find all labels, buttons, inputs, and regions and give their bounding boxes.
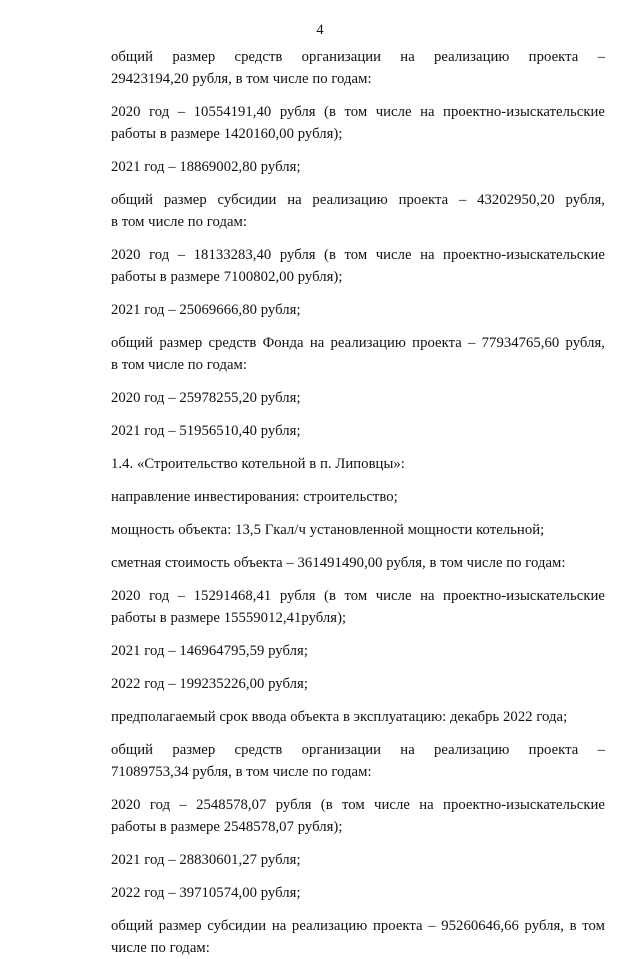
section-heading-1-4	[73, 453, 605, 475]
paragraph-line: общий размер субсидии на реализацию проекта – 95260646,66 рубля, в том	[111, 918, 605, 934]
paragraph-line: 2021 год – 28830601,27 рубля;	[111, 852, 301, 868]
document-body	[73, 46, 605, 959]
paragraph-line: 71089753,34 рубля, в том числе по годам:	[111, 764, 372, 780]
paragraph-object-capacity	[73, 519, 605, 541]
paragraph-fund-project-1-3	[73, 332, 605, 376]
paragraph-year-2020	[73, 794, 605, 838]
paragraph-line: 1.4. «Строительство котельной в п. Липовцы»:	[111, 456, 405, 472]
paragraph-line: работы в размере 1420160,00 рубля);	[111, 126, 343, 142]
paragraph-line: 2021 год – 18869002,80 рубля;	[111, 159, 301, 175]
paragraph-subsidy-project-1-4	[73, 915, 605, 959]
paragraph-org-funds-project-1-3	[73, 46, 605, 90]
paragraph-line: общий размер средств организации на реализацию проекта –	[111, 49, 605, 65]
paragraph-line: 2020 год – 25978255,20 рубля;	[111, 390, 301, 406]
paragraph-line: работы в размере 2548578,07 рубля);	[111, 819, 343, 835]
paragraph-year-2021	[73, 156, 605, 178]
paragraph-line: 2021 год – 51956510,40 рубля;	[111, 423, 301, 439]
paragraph-line: общий размер средств Фонда на реализацию проекта – 77934765,60 рубля,	[111, 335, 605, 351]
paragraph-year-2020	[73, 585, 605, 629]
paragraph-year-2020	[73, 101, 605, 145]
paragraph-year-2020	[73, 244, 605, 288]
paragraph-line: 2022 год – 39710574,00 рубля;	[111, 885, 301, 901]
paragraph-line: общий размер субсидии на реализацию проекта – 43202950,20 рубля,	[111, 192, 605, 208]
paragraph-line: направление инвестирования: строительство;	[111, 489, 398, 505]
paragraph-line: числе по годам:	[111, 940, 210, 956]
paragraph-subsidy-project-1-3	[73, 189, 605, 233]
paragraph-commissioning-date	[73, 706, 605, 728]
paragraph-year-2021	[73, 849, 605, 871]
paragraph-line: 2020 год – 10554191,40 рубля (в том числе на проектно-изыскательские	[111, 104, 605, 120]
paragraph-line: 2020 год – 15291468,41 рубля (в том числе на проектно-изыскательские	[111, 588, 605, 604]
paragraph-line: мощность объекта: 13,5 Гкал/ч установленной мощности котельной;	[111, 522, 545, 538]
paragraph-line: 2022 год – 199235226,00 рубля;	[111, 676, 308, 692]
paragraph-line: 2020 год – 2548578,07 рубля (в том числе на проектно-изыскательские	[111, 797, 605, 813]
paragraph-estimated-cost	[73, 552, 605, 574]
page-number: 4	[316, 22, 324, 38]
paragraph-line: сметная стоимость объекта – 361491490,00 рубля, в том числе по годам:	[111, 555, 566, 571]
paragraph-line: 29423194,20 рубля, в том числе по годам:	[111, 71, 372, 87]
paragraph-line: работы в размере 7100802,00 рубля);	[111, 269, 343, 285]
paragraph-year-2021	[73, 640, 605, 662]
paragraph-line: общий размер средств организации на реализацию проекта –	[111, 742, 605, 758]
paragraph-year-2020	[73, 387, 605, 409]
paragraph-year-2021	[73, 299, 605, 321]
paragraph-year-2022	[73, 882, 605, 904]
paragraph-line: 2020 год – 18133283,40 рубля (в том числе на проектно-изыскательские	[111, 247, 605, 263]
paragraph-line: 2021 год – 25069666,80 рубля;	[111, 302, 301, 318]
paragraph-line: работы в размере 15559012,41рубля);	[111, 610, 347, 626]
paragraph-org-funds-project-1-4	[73, 739, 605, 783]
paragraph-line: в том числе по годам:	[111, 214, 248, 230]
paragraph-investment-direction	[73, 486, 605, 508]
paragraph-line: 2021 год – 146964795,59 рубля;	[111, 643, 308, 659]
paragraph-year-2021	[73, 420, 605, 442]
paragraph-line: предполагаемый срок ввода объекта в эксплуатацию: декабрь 2022 года;	[111, 709, 568, 725]
paragraph-year-2022	[73, 673, 605, 695]
paragraph-line: в том числе по годам:	[111, 357, 248, 373]
